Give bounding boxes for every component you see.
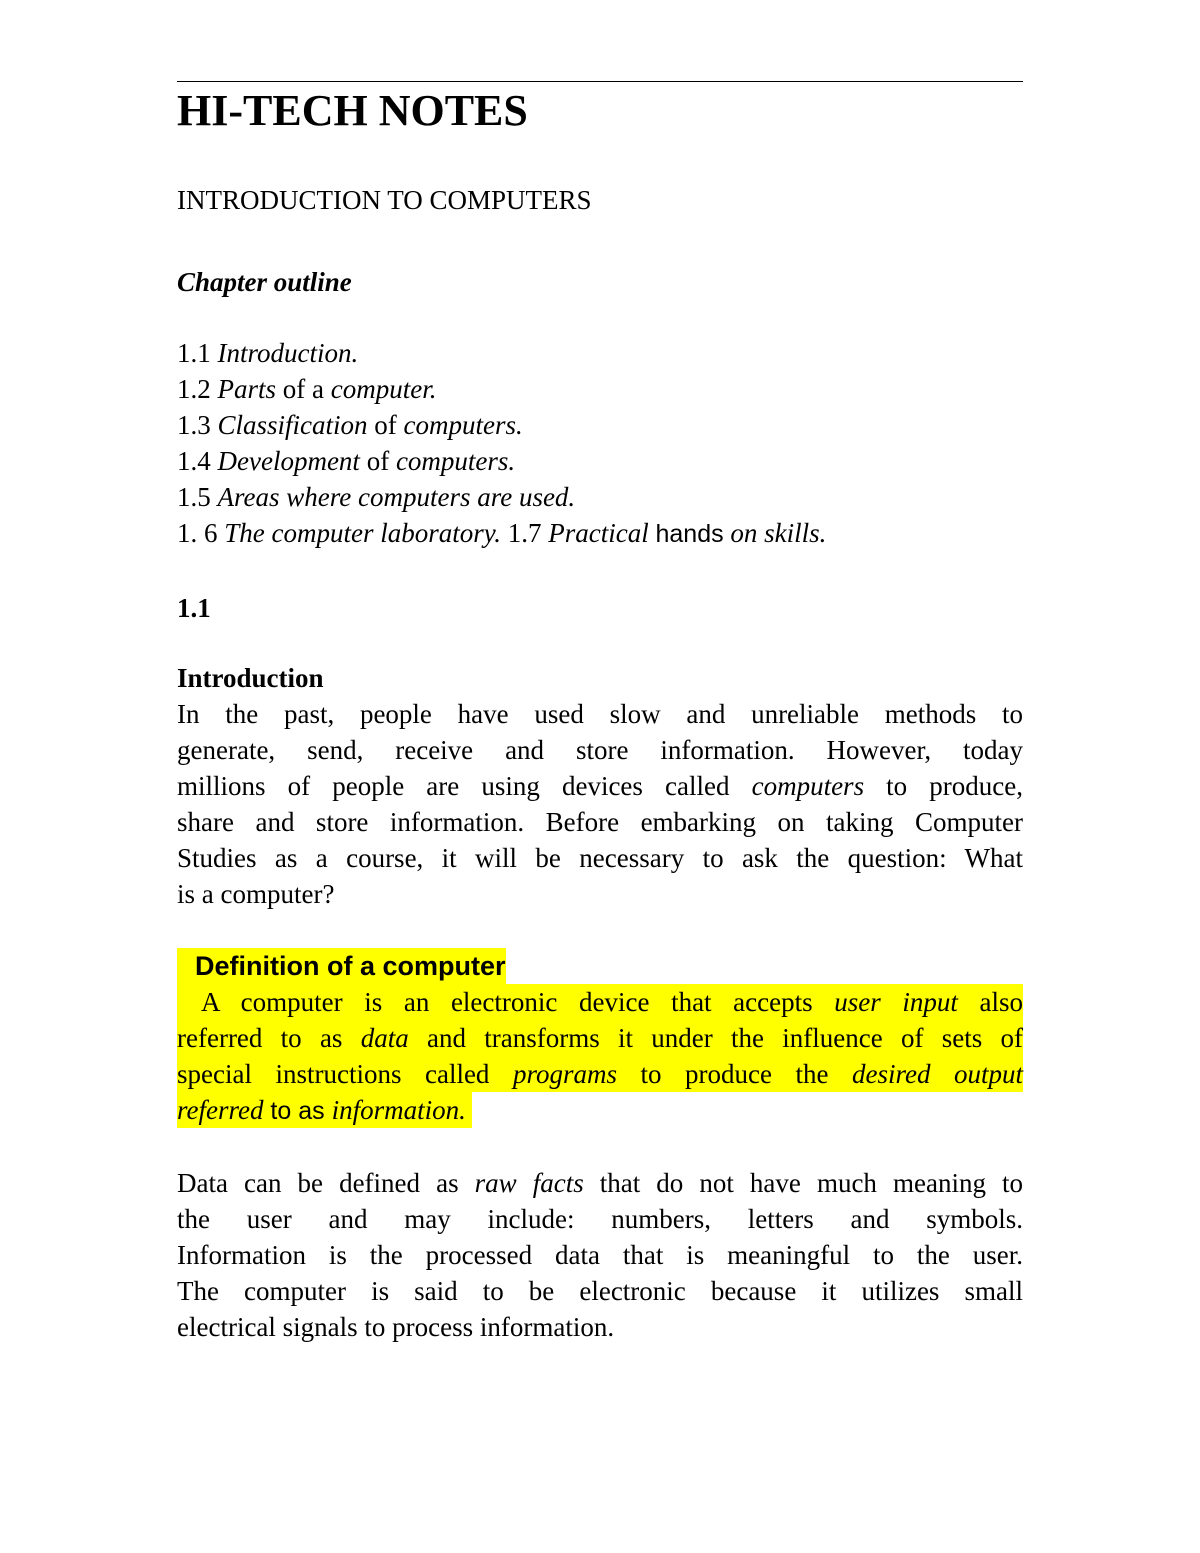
outline-heading: Chapter outline	[177, 267, 352, 297]
paragraph-text: referred to as	[177, 1023, 361, 1053]
paragraph-line	[177, 1165, 1023, 1201]
document-title: HI-TECH NOTES	[177, 86, 528, 135]
header-rule	[177, 81, 1023, 82]
outline-item-text: computers.	[395, 446, 516, 476]
outline-item-text: Parts	[217, 374, 277, 404]
paragraph-text: that do not have much meaning to	[583, 1168, 1024, 1198]
outline-item-6	[177, 515, 826, 551]
outline-item-number: 1.1	[177, 338, 218, 368]
outline-item-text: Classification	[217, 410, 368, 440]
paragraph-emphasis: data	[360, 1023, 409, 1053]
outline-item-5	[177, 479, 826, 515]
paragraph-text: special instructions called	[177, 1059, 513, 1089]
chapter-title: INTRODUCTION TO COMPUTERS	[177, 185, 592, 215]
paragraph-emphasis: information.	[331, 1095, 466, 1125]
outline-item-number: 1.2	[177, 374, 218, 404]
definition-paragraph	[177, 984, 1023, 1128]
outline-item-text: of	[359, 446, 396, 476]
paragraph-emphasis: computers	[751, 771, 865, 801]
paragraph-text: also	[957, 987, 1023, 1017]
section-title: Introduction	[177, 663, 324, 693]
outline-item-text: on skills.	[723, 518, 827, 548]
paragraph-line	[177, 1092, 472, 1128]
outline-item-number: 1.3	[177, 410, 218, 440]
outline-item-text: Introduction.	[217, 338, 359, 368]
paragraph-emphasis: programs	[512, 1059, 617, 1089]
paragraph-line: In the past, people have used slow and unreliable methods to	[177, 699, 1023, 729]
paragraph-text: to as	[263, 1097, 332, 1125]
outline-item-3	[177, 407, 826, 443]
paragraph-line	[177, 1020, 1023, 1056]
paragraph-line: generate, send, receive and store information. However, today	[177, 735, 1023, 765]
outline-item-text: Areas where computers are used.	[217, 482, 576, 512]
paragraph-emphasis: raw facts	[474, 1168, 584, 1198]
definition-heading: Definition of a computer	[177, 948, 506, 984]
paragraph-line: The computer is said to be electronic because it utilizes small	[177, 1276, 1023, 1306]
chapter-outline-list	[177, 335, 826, 551]
outline-item-text: hands	[655, 520, 724, 548]
data-paragraph	[177, 1165, 1023, 1345]
outline-item-1	[177, 335, 826, 371]
outline-item-text: Development	[217, 446, 360, 476]
section-number: 1.1	[177, 593, 211, 623]
outline-item-text: Practical	[548, 518, 656, 548]
paragraph-text: to produce,	[864, 771, 1023, 801]
paragraph-line: share and store information. Before embarking on taking Computer	[177, 807, 1023, 837]
paragraph-line: is a computer?	[177, 879, 335, 909]
paragraph-line	[177, 984, 1023, 1020]
outline-item-number: 1. 6	[177, 518, 225, 548]
outline-item-text: computer.	[330, 374, 437, 404]
paragraph-line: the user and may include: numbers, letters and symbols.	[177, 1204, 1023, 1234]
outline-item-number: 1.5	[177, 482, 218, 512]
paragraph-text: Data can be defined as	[177, 1168, 475, 1198]
paragraph-text: to produce the	[616, 1059, 852, 1089]
intro-paragraph	[177, 696, 1023, 912]
paragraph-line	[177, 1056, 1023, 1092]
outline-item-text: of a	[276, 374, 331, 404]
outline-item-text: computers.	[403, 410, 523, 440]
outline-item-number: 1.4	[177, 446, 218, 476]
paragraph-line: Studies as a course, it will be necessary to ask the question: What	[177, 843, 1023, 873]
outline-item-number: 1.7	[501, 518, 549, 548]
paragraph-text: millions of people are using devices called	[177, 771, 752, 801]
outline-item-text: The computer laboratory.	[224, 518, 501, 548]
paragraph-emphasis: desired output	[851, 1059, 1023, 1089]
paragraph-text: and transforms it under the influence of sets of	[408, 1023, 1023, 1053]
outline-item-text: of	[367, 410, 404, 440]
outline-item-2	[177, 371, 826, 407]
paragraph-emphasis: user input	[834, 987, 958, 1017]
paragraph-line	[177, 768, 1023, 804]
paragraph-line: Information is the processed data that is meaningful to the user.	[177, 1240, 1023, 1270]
paragraph-emphasis: referred	[177, 1095, 264, 1125]
paragraph-text: A computer is an electronic device that accepts	[201, 987, 835, 1017]
paragraph-line: electrical signals to process information.	[177, 1312, 615, 1342]
outline-item-4	[177, 443, 826, 479]
